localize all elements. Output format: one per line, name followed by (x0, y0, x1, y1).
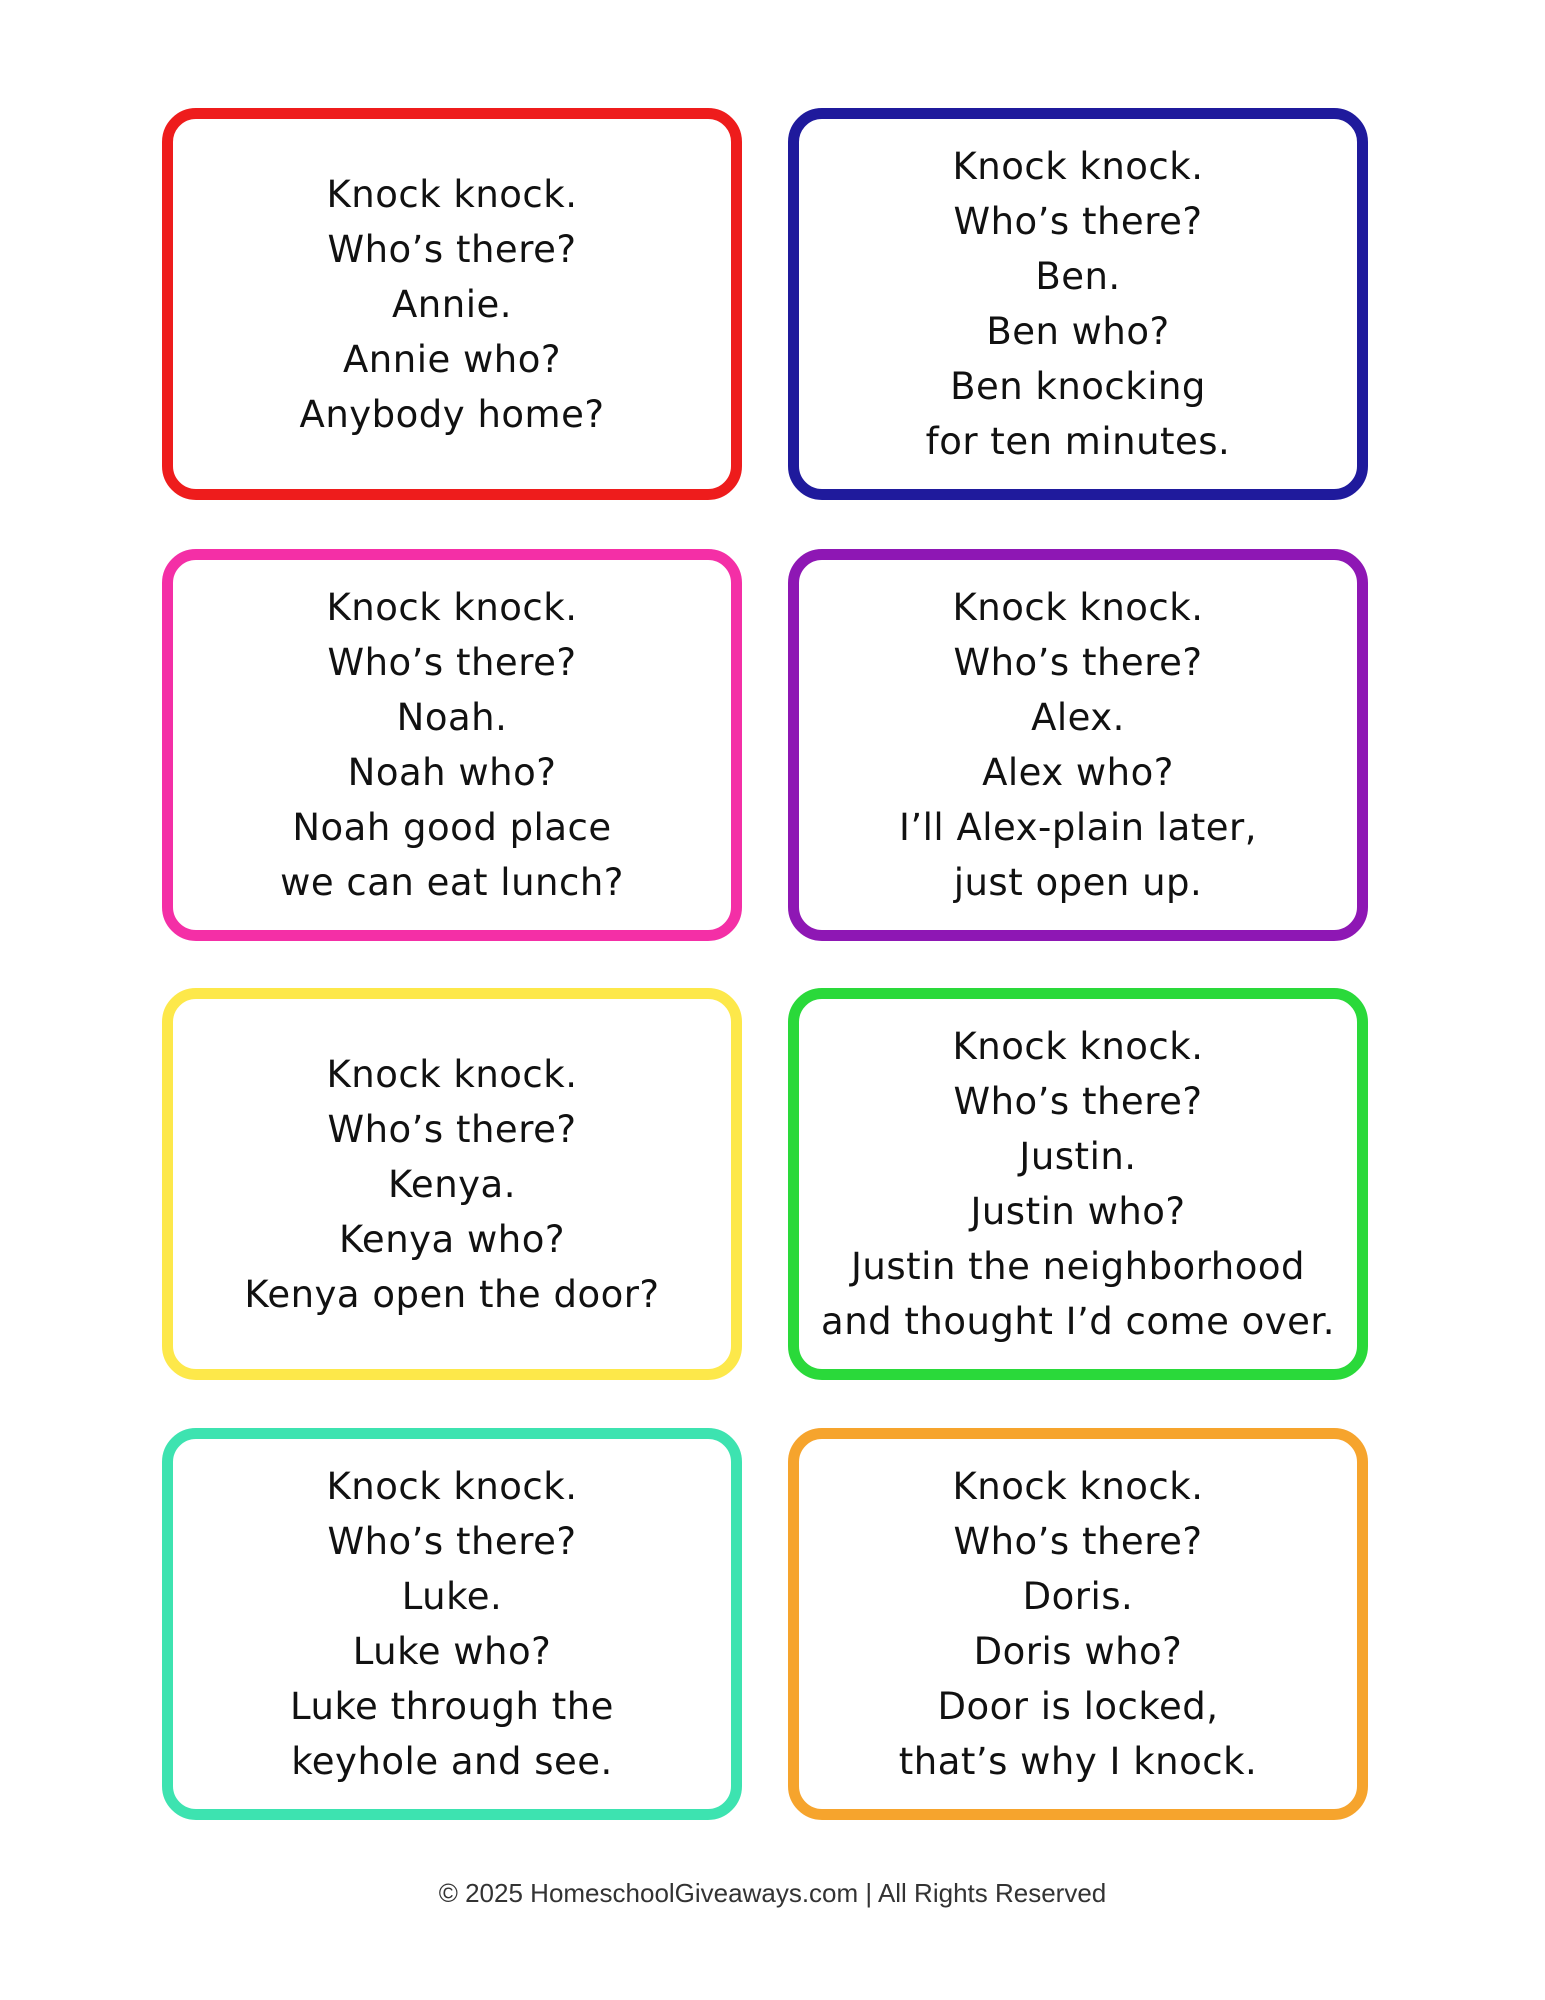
joke-line: Noah good place (292, 806, 612, 849)
joke-line: Knock knock. (952, 586, 1204, 629)
joke-line: Who’s there? (953, 1080, 1203, 1123)
joke-line: Annie who? (342, 337, 561, 381)
joke-line: Knock knock. (952, 1465, 1204, 1508)
joke-line: Who’s there? (327, 1107, 577, 1151)
joke-line: Knock knock. (326, 1465, 578, 1508)
joke-line: for ten minutes. (925, 420, 1231, 463)
joke-line: Noah who? (347, 751, 557, 794)
joke-card-annie (162, 108, 742, 500)
joke-line: I’ll Alex-plain later, (898, 806, 1258, 849)
joke-line: Alex. (1031, 696, 1125, 739)
joke-line: Who’s there? (953, 200, 1203, 243)
joke-line: Kenya. (388, 1162, 516, 1206)
joke-line: Knock knock. (952, 145, 1204, 188)
joke-line: Alex who? (982, 751, 1174, 794)
joke-line: Doris who? (973, 1630, 1183, 1673)
joke-line: Anybody home? (299, 392, 605, 436)
joke-line: Knock knock. (952, 1025, 1204, 1068)
joke-line: Knock knock. (326, 172, 578, 216)
joke-line: Noah. (396, 696, 508, 739)
joke-line: Door is locked, (937, 1685, 1219, 1728)
copyright-footer: © 2025 HomeschoolGiveaways.com | All Rights Reserved (438, 1878, 1107, 1908)
joke-line: Knock knock. (326, 1052, 578, 1096)
joke-card-doris (788, 1428, 1368, 1820)
joke-line: Who’s there? (953, 1520, 1203, 1563)
joke-line: and thought I’d come over. (821, 1300, 1335, 1343)
joke-card-ben (788, 108, 1368, 500)
joke-card-justin (788, 988, 1368, 1380)
joke-line: Who’s there? (327, 1520, 577, 1563)
joke-line: Justin who? (970, 1190, 1186, 1233)
joke-card-alex (788, 549, 1368, 941)
joke-card-luke (162, 1428, 742, 1820)
joke-line: Luke through the (290, 1685, 614, 1728)
joke-line: Doris. (1022, 1575, 1134, 1618)
joke-card-kenya (162, 988, 742, 1380)
joke-line: Annie. (391, 282, 513, 326)
joke-line: Knock knock. (326, 586, 578, 629)
joke-line: Justin. (1019, 1135, 1137, 1178)
joke-line: Luke. (401, 1575, 503, 1618)
joke-line: Justin the neighborhood (851, 1245, 1305, 1288)
joke-line: just open up. (953, 861, 1203, 904)
joke-line: we can eat lunch? (280, 861, 624, 904)
joke-card-noah (162, 549, 742, 941)
joke-line: Who’s there? (953, 641, 1203, 684)
joke-line: keyhole and see. (291, 1740, 613, 1783)
joke-line: Luke who? (352, 1630, 552, 1673)
joke-line: that’s why I knock. (898, 1740, 1258, 1783)
joke-line: Who’s there? (327, 641, 577, 684)
joke-line: Ben. (1035, 255, 1121, 298)
joke-line: Who’s there? (327, 227, 577, 271)
joke-line: Ben who? (986, 310, 1170, 353)
joke-line: Ben knocking (950, 365, 1206, 408)
joke-line: Kenya open the door? (244, 1272, 660, 1316)
joke-line: Kenya who? (339, 1217, 565, 1261)
